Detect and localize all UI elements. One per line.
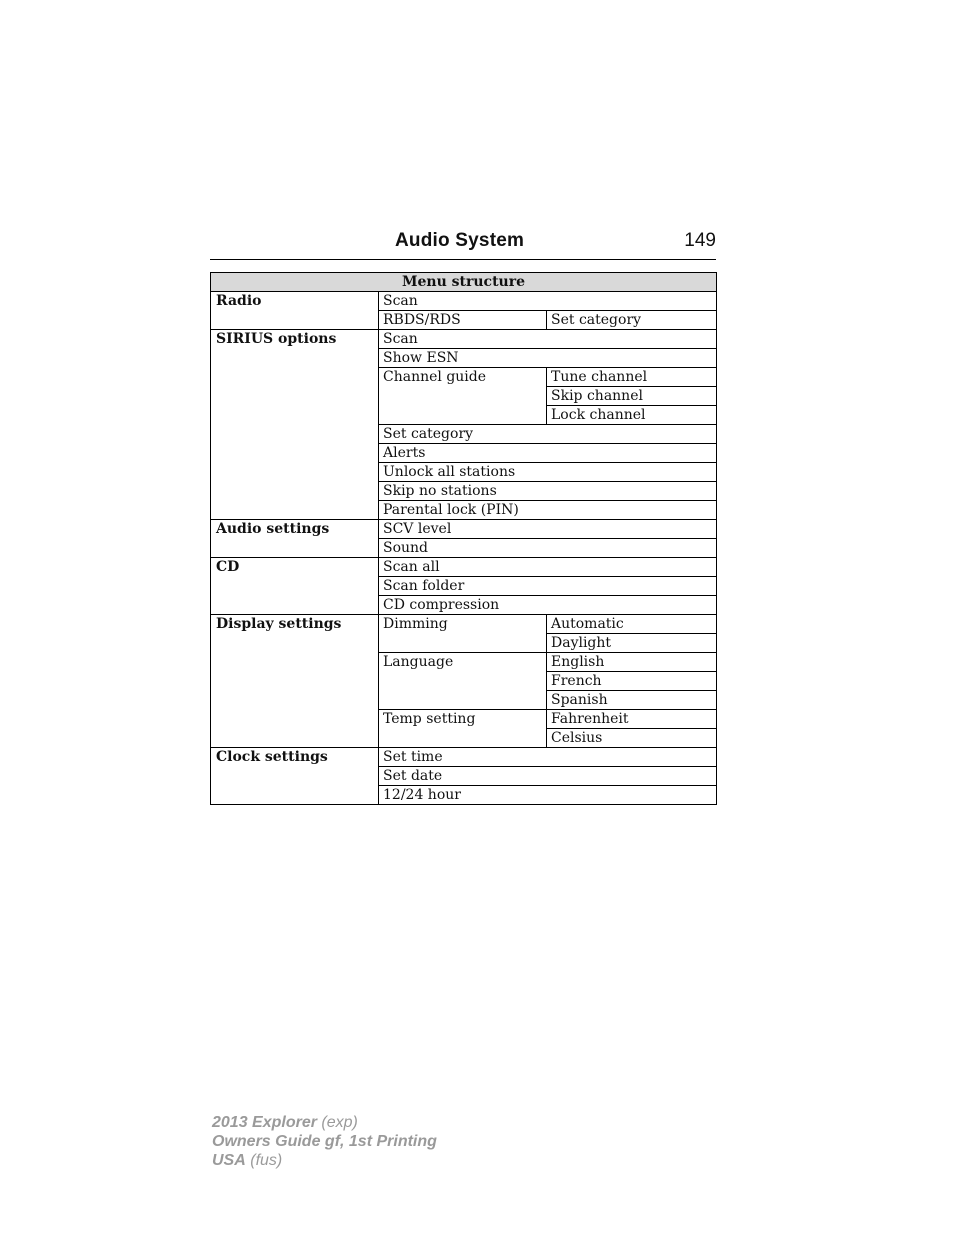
menu-subitem: English (547, 653, 717, 672)
menu-item: Set date (379, 767, 717, 786)
footer-model: 2013 Explorer (212, 1114, 317, 1131)
menu-subitem: Celsius (547, 729, 717, 748)
menu-subitem: Tune channel (547, 368, 717, 387)
menu-item: Parental lock (PIN) (379, 501, 717, 520)
footer-model-code: (exp) (321, 1114, 358, 1131)
menu-item: Skip no stations (379, 482, 717, 501)
page-footer (212, 1113, 437, 1170)
table-body (211, 292, 717, 805)
table-row (211, 330, 717, 349)
menu-category: CD (211, 558, 379, 615)
table-row (211, 292, 717, 311)
page-header (210, 229, 716, 260)
table-row (211, 520, 717, 539)
menu-category: Display settings (211, 615, 379, 748)
table-heading: Menu structure (211, 273, 717, 292)
page-number: 149 (684, 230, 716, 251)
table-row (211, 748, 717, 767)
menu-item: Alerts (379, 444, 717, 463)
section-title: Audio System (395, 230, 525, 251)
footer-region-code: (fus) (250, 1152, 283, 1169)
table-row (211, 558, 717, 577)
menu-subitem: Automatic (547, 615, 717, 634)
menu-item: 12/24 hour (379, 786, 717, 805)
menu-item: Set time (379, 748, 717, 767)
footer-line-region (212, 1151, 437, 1170)
menu-item: Scan all (379, 558, 717, 577)
menu-subitem: Fahrenheit (547, 710, 717, 729)
menu-structure-table (210, 272, 717, 805)
footer-line-guide (212, 1132, 437, 1151)
menu-subitem: Lock channel (547, 406, 717, 425)
footer-region: USA (212, 1152, 246, 1169)
menu-subitem: Skip channel (547, 387, 717, 406)
menu-item: Scan (379, 330, 717, 349)
menu-subitem: Daylight (547, 634, 717, 653)
menu-category: Clock settings (211, 748, 379, 805)
menu-item: Scan (379, 292, 717, 311)
menu-category: Audio settings (211, 520, 379, 558)
footer-line-model (212, 1113, 437, 1132)
menu-item: Channel guide (379, 368, 547, 425)
menu-item: Sound (379, 539, 717, 558)
menu-item: SCV level (379, 520, 717, 539)
table-row (211, 615, 717, 634)
menu-subitem: Spanish (547, 691, 717, 710)
menu-item: Language (379, 653, 547, 710)
menu-item: Unlock all stations (379, 463, 717, 482)
menu-item: Dimming (379, 615, 547, 653)
menu-item: RBDS/RDS (379, 311, 547, 330)
footer-guide: Owners Guide gf, 1st Printing (212, 1133, 437, 1150)
menu-subitem: Set category (547, 311, 717, 330)
menu-item: Set category (379, 425, 717, 444)
table-heading-row (211, 273, 717, 292)
menu-category: SIRIUS options (211, 330, 379, 520)
menu-item: Scan folder (379, 577, 717, 596)
menu-item: Temp setting (379, 710, 547, 748)
menu-subitem: French (547, 672, 717, 691)
menu-item: Show ESN (379, 349, 717, 368)
menu-item: CD compression (379, 596, 717, 615)
menu-category: Radio (211, 292, 379, 330)
